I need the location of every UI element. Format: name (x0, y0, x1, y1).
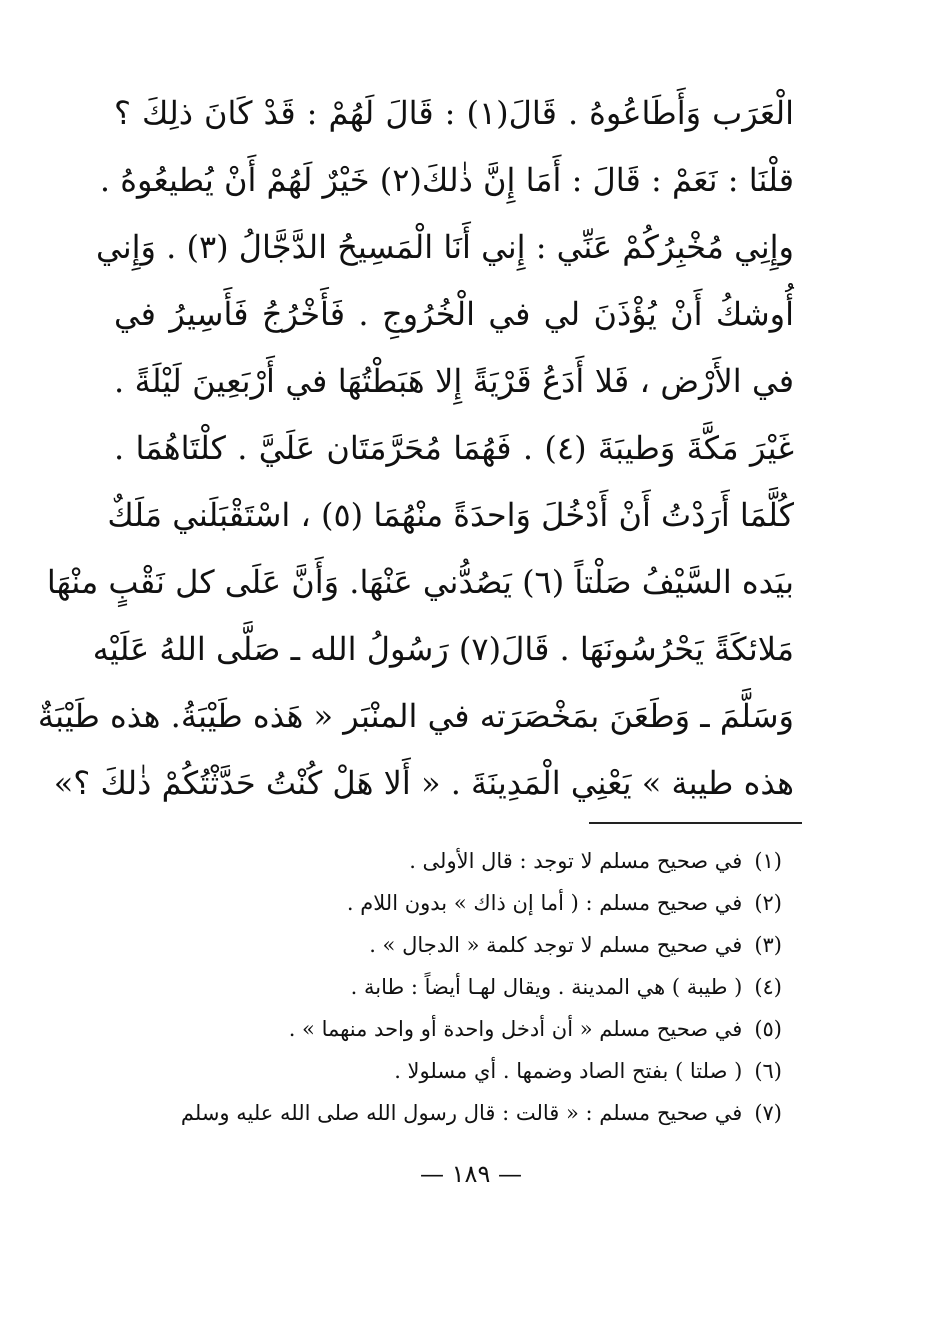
footnote-text: ( صلتا ) بفتح الصاد وضمها . أي مسلولا . (394, 1059, 743, 1083)
footnote-item (142, 1008, 782, 1050)
footnote-separator (589, 822, 802, 824)
footnote-number: (٤) (754, 975, 782, 999)
text-line: وَسَلَّمَ ـ وَطَعَنَ بمَخْصَرَته في المنْبَر « هَذه طَيْبَةُ. هذه طَيْبَةٌ (37, 697, 794, 735)
footnote-text: في صحيح مسلم لا توجد كلمة « الدجال » . (369, 933, 743, 957)
text-line: في الأَرْض ، فَلا أَدَعُ قَرْيَةً إِلا هَبَطْتُهَا في أَرْبَعِينَ لَيْلَةً . (114, 362, 794, 400)
text-line: هذه طيبة » يَعْنِي الْمَدِينَةَ . « أَلا هَلْ كُنْتُ حَدَّثْتُكُمْ ذٰلكَ ؟» (53, 764, 794, 802)
footnote-text: في صحيح مسلم لا توجد : قال الأولى . (409, 849, 743, 873)
text-line: قلْنَا : نَعَمْ : قَالَ : أَمَا إِنَّ ذٰلكَ(٢) خَيْرٌ لَهُمْ أَنْ يُطيعُوهُ . (99, 161, 794, 199)
footnote-number: (٦) (754, 1059, 782, 1083)
page-number: — ١٨٩ — (420, 1160, 522, 1188)
footnote-number: (٥) (754, 1017, 782, 1041)
text-line: مَلائكَةً يَحْرُسُونَهَا . قَالَ(٧) رَسُولُ الله ـ صَلَّى اللهُ عَلَيْه (92, 630, 794, 668)
text-line: بيَده السَّيْفُ صَلْتاً (٦) يَصُدُّني عَنْهَا. وَأَنَّ عَلَى كل نَقْبٍ منْهَا (46, 563, 794, 601)
footnote-text: ( طيبة ) هي المدينة . ويقال لهـا أيضاً : طابة . (350, 975, 743, 999)
main-text-block (37, 80, 795, 817)
footnote-number: (٧) (754, 1101, 782, 1125)
footnote-number: (٣) (754, 933, 782, 957)
footnote-number: (٢) (754, 891, 782, 915)
footnote-item (142, 924, 782, 966)
text-line: غَيْرَ مَكَّةَ وَطيبَةَ (٤) . فَهُمَا مُحَرَّمَتَان عَلَيَّ . كلْتَاهُمَا . (114, 429, 795, 467)
text-line: وإِنِي مُخْبِرُكُمْ عَنِّي : إِني أَنَا الْمَسِيحُ الدَّجَّالُ (٣) . وَإِني (96, 228, 794, 266)
footnote-item (142, 840, 782, 882)
footnote-number: (١) (754, 849, 782, 873)
footnotes-list (142, 840, 782, 1134)
footnote-item (142, 1050, 782, 1092)
footnote-text: في صحيح مسلم : « قالت : قال رسول الله صلى الله عليه وسلم (180, 1101, 743, 1125)
footnote-item (142, 1092, 782, 1134)
footnote-item (142, 882, 782, 924)
footnote-text: في صحيح مسلم « أن أدخل واحدة أو واحد منهما » . (288, 1017, 743, 1041)
footnote-item (142, 966, 782, 1008)
text-line: كُلَّمَا أَرَدْتُ أَنْ أَدْخُلَ وَاحدَةً منْهُمَا (٥) ، اسْتَقْبَلَني مَلَكٌ (107, 496, 794, 534)
text-line: الْعَرَب وَأَطَاعُوهُ . قَالَ(١) : قَالَ لَهُمْ : قَدْ كَانَ ذلِكَ ؟ (114, 94, 795, 132)
footnote-text: في صحيح مسلم : ( أما إن ذاك » بدون اللام . (346, 891, 743, 915)
text-line: أُوشكُ أَنْ يُؤْذَنَ لي في الْخُرُوجِ . فَأَخْرُجُ فَأَسِيرُ في (114, 295, 794, 333)
